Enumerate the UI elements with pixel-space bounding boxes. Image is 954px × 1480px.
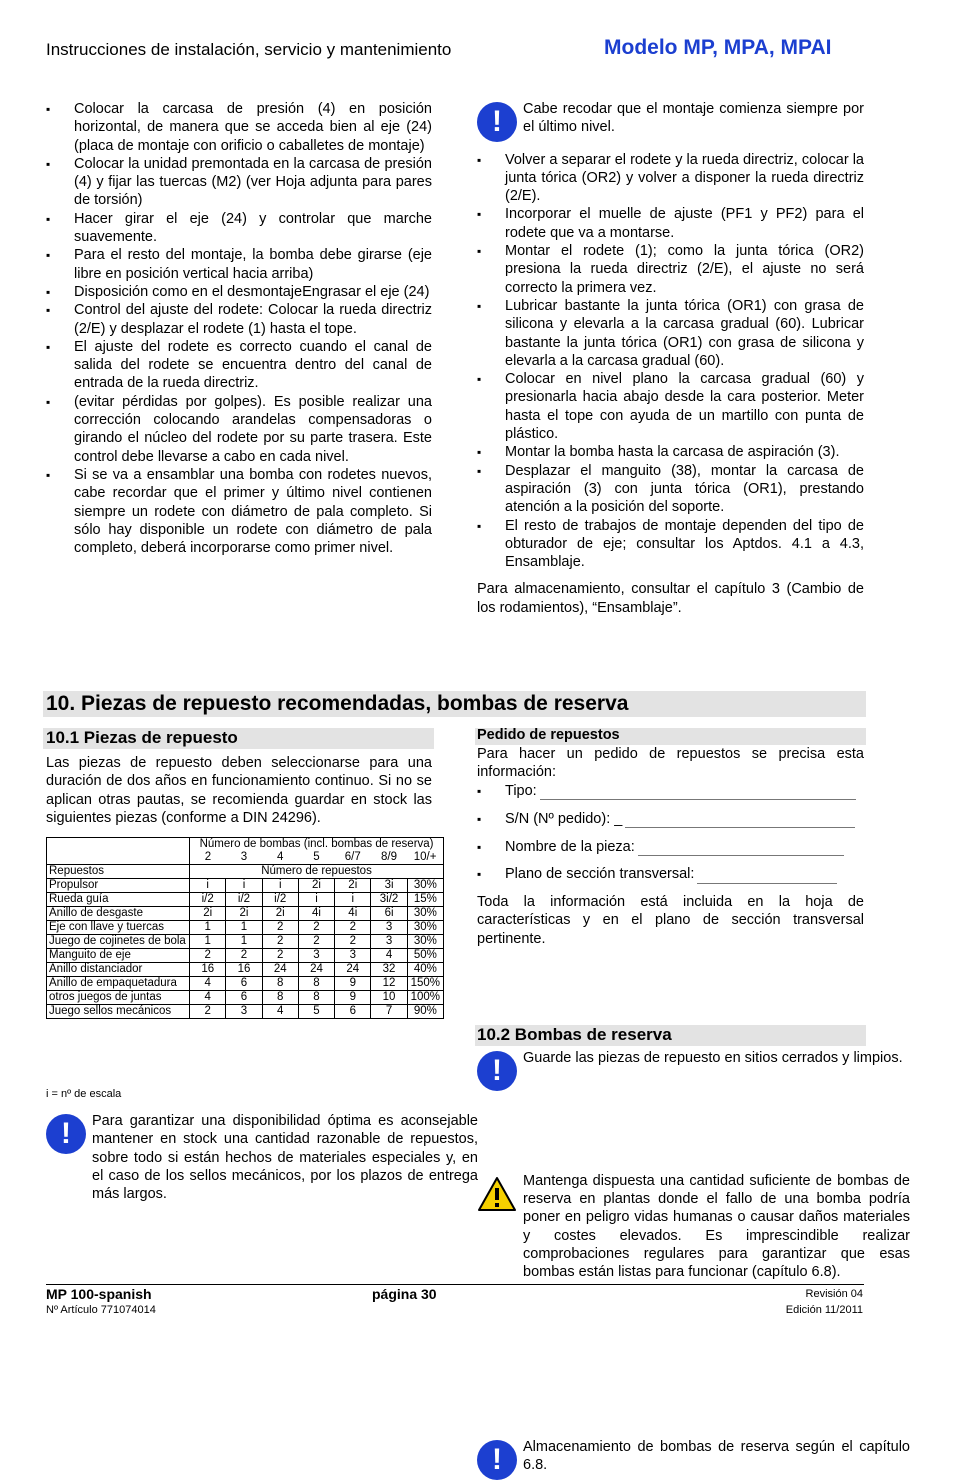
list-item: ▪ (evitar pérdidas por golpes). Es posible realizar una corrección colocando arandelas compensadoras o girando el núcleo del rodete por su parte trasera. Este control debe llevarse a cabo en cada nivel. <box>46 393 432 466</box>
part-count-cell: i <box>190 879 226 893</box>
part-count-cell: 30% <box>407 907 443 921</box>
part-count-cell: 3 <box>371 935 407 949</box>
part-name-cell: Anillo de empaquetadura <box>47 977 190 991</box>
part-count-cell: 2 <box>190 1005 226 1019</box>
part-count-cell: 4 <box>190 991 226 1005</box>
order-field-blank[interactable] <box>625 815 855 828</box>
table-row <box>47 991 444 1005</box>
part-count-cell: 1 <box>226 921 262 935</box>
table-corner-cell <box>47 838 190 865</box>
list-item: ▪ Montar la bomba hasta la carcasa de aspiración (3). <box>477 443 864 461</box>
list-item: ▪ Hacer girar el eje (24) y controlar que marche suavemente. <box>46 210 432 247</box>
repuestos-header: Número de repuestos <box>190 865 444 879</box>
part-count-cell: 24 <box>335 963 371 977</box>
part-count-cell: 4i <box>335 907 371 921</box>
part-count-cell: 30% <box>407 921 443 935</box>
part-count-cell: 40% <box>407 963 443 977</box>
part-count-cell: 16 <box>190 963 226 977</box>
part-count-cell: 8 <box>262 991 298 1005</box>
list-item: ▪ Volver a separar el rodete y la rueda directriz, colocar la junta tórica (OR2) y volver a disponer la rueda directriz (2/E). <box>477 151 864 206</box>
part-count-cell: i <box>262 879 298 893</box>
part-count-cell: 10 <box>371 991 407 1005</box>
part-count-cell: 8 <box>262 977 298 991</box>
part-count-cell: 6i <box>371 907 407 921</box>
part-count-cell: 2 <box>335 921 371 935</box>
exclamation-icon: ! <box>477 102 517 142</box>
footer-article: Nº Artículo 771074014 <box>46 1304 156 1316</box>
part-count-cell: 7 <box>371 1005 407 1019</box>
part-name-cell: Juego de cojinetes de bola <box>47 935 190 949</box>
header-title: Instrucciones de instalación, servicio y mantenimiento <box>46 40 452 59</box>
part-count-cell: i <box>298 893 334 907</box>
order-fields <box>477 782 864 893</box>
order-field-blank[interactable] <box>540 787 856 800</box>
part-count-cell: 50% <box>407 949 443 963</box>
warning-icon <box>477 1176 517 1212</box>
part-count-cell: 30% <box>407 879 443 893</box>
list-item: ▪ El ajuste del rodete es correcto cuando el canal de salida del rodete se encuentra dentro del canal de entrada de la rueda directriz. <box>46 338 432 393</box>
order-field <box>477 838 864 856</box>
part-count-cell: 6 <box>226 991 262 1005</box>
subsection-title-spare-parts: 10.1 Piezas de repuesto <box>46 728 238 747</box>
part-count-cell: 2i <box>335 879 371 893</box>
pump-count-cell: 5 <box>298 851 334 865</box>
part-count-cell: 9 <box>335 991 371 1005</box>
spare-parts-table <box>46 837 444 1019</box>
model-title: Modelo MP, MPA, MPAI <box>604 36 832 59</box>
part-name-cell: Anillo distanciador <box>47 963 190 977</box>
list-item: ▪ Desplazar el manguito (38), montar la carcasa de aspiración (3) con junta tórica (OR1), prestando atención a la posición del soporte. <box>477 462 864 517</box>
footer-revision: Revisión 04 <box>805 1288 863 1300</box>
part-count-cell: 2i <box>262 907 298 921</box>
list-item: ▪ Montar el rodete (1); como la junta tórica (OR2) presiona la rueda directriz (2/E), el ajuste no será correcto la primera vez. <box>477 242 864 297</box>
part-count-cell: 15% <box>407 893 443 907</box>
part-count-cell: i/2 <box>262 893 298 907</box>
part-count-cell: i/2 <box>226 893 262 907</box>
part-name-cell: Anillo de desgaste <box>47 907 190 921</box>
order-field <box>477 810 864 828</box>
subsection-title-reserve: 10.2 Bombas de reserva <box>477 1025 672 1044</box>
list-item: ▪ Incorporar el muelle de ajuste (PF1 y PF2) para el rodete que va a montarse. <box>477 205 864 242</box>
warning-text: Mantenga dispuesta una cantidad suficiente de bombas de reserva en plantas donde el fallo de una bomba podría poner en peligro vidas humanas o causar daños materiales y costes elevados. Es imprescindible realizar comprobaciones regulares para garantizar que esas bombas están listas para funcionar (capítulo 6.8). <box>523 1172 910 1281</box>
list-item: ▪ Colocar la carcasa de presión (4) en posición horizontal, de manera que se acceda bien al eje (24) (placa de montaje con orificio o caballetes de montaje) <box>46 100 432 155</box>
order-field-list <box>477 782 864 884</box>
exclamation-icon: ! <box>477 1051 517 1091</box>
part-count-cell: 2 <box>262 921 298 935</box>
right-assembly-list <box>477 151 864 572</box>
part-count-cell: 9 <box>335 977 371 991</box>
part-count-cell: i/2 <box>190 893 226 907</box>
table-header-pumps: Número de bombas (incl. bombas de reserva) <box>190 838 444 852</box>
order-field-blank[interactable] <box>638 843 844 856</box>
spare-parts-paragraph: Las piezas de repuesto deben seleccionarse para una duración de dos años en funcionamiento continuo. Si no se aplican otras pautas, se recomienda guardar en stock las siguientes piezas (conforme a DIN 24296). <box>46 755 432 826</box>
part-count-cell: 6 <box>226 977 262 991</box>
footer-doc-id: MP 100-spanish <box>46 1286 152 1302</box>
part-count-cell: 8 <box>298 977 334 991</box>
part-name-cell: Eje con llave y tuercas <box>47 921 190 935</box>
section-title: 10. Piezas de repuesto recomendadas, bombas de reserva <box>46 692 629 715</box>
table-footnote: i = nº de escala <box>46 1088 122 1100</box>
order-field-blank[interactable] <box>697 871 837 884</box>
list-item: ▪ El resto de trabajos de montaje dependen del tipo de obturador de eje; consultar los Aptdos. 4.1 a 4.3, Ensamblaje. <box>477 517 864 572</box>
footer-edition: Edición 11/2011 <box>785 1304 863 1316</box>
list-item: ▪ Si se va a ensamblar una bomba con rodetes nuevos, cabe recordar que el primer y último nivel contienen siempre un rodete con diámetro de pala completo. Si sólo hay disponible un rodete con diámetro de pala completo, deberá incorporarse como primer nivel. <box>46 466 432 557</box>
list-item: ▪ Lubricar bastante la junta tórica (OR1) con grasa de silicona y elevarla a la carcasa gradual (60). Lubricar bastante la junta tórica (OR1) con grasa de silicona y elevarla a la carcasa gradual (60). <box>477 297 864 370</box>
storage-paragraph: Para almacenamiento, consultar el capítulo 3 (Cambio de los rodamientos), “Ensamblaje”. <box>477 581 864 616</box>
table-row <box>47 921 444 935</box>
part-count-cell: 2 <box>226 949 262 963</box>
exclamation-icon: ! <box>477 1440 517 1480</box>
part-count-cell: 4 <box>190 977 226 991</box>
warning-note <box>477 1172 910 1282</box>
part-count-cell: 1 <box>190 935 226 949</box>
stock-note-text: Para garantizar una disponibilidad óptima es aconsejable mantener en stock una cantidad razonable de repuestos, sobre todo si están hechos de materiales especiales y, en el caso de los sellos mecánicos, por los plazos de entrega más largos. <box>92 1113 478 1203</box>
part-count-cell: 2 <box>190 949 226 963</box>
part-count-cell: 2 <box>262 935 298 949</box>
part-count-cell: 5 <box>298 1005 334 1019</box>
part-count-cell: 1 <box>190 921 226 935</box>
table-row <box>47 879 444 893</box>
part-count-cell: 32 <box>371 963 407 977</box>
exclamation-icon: ! <box>46 1114 86 1154</box>
pump-count-cell: 4 <box>262 851 298 865</box>
list-item: ▪ Disposición como en el desmontajeEngrasar el eje (24) <box>46 283 432 301</box>
part-count-cell: 3 <box>226 1005 262 1019</box>
order-intro: Para hacer un pedido de repuestos se precisa esta información: <box>477 746 864 781</box>
note-text: Cabe recodar que el montaje comienza siempre por el último nivel. <box>523 101 864 136</box>
pump-count-cell: 8/9 <box>371 851 407 865</box>
order-field-label: Plano de sección transversal: <box>505 866 695 883</box>
table-row <box>47 893 444 907</box>
part-count-cell: 24 <box>262 963 298 977</box>
part-count-cell: 100% <box>407 991 443 1005</box>
footer-divider <box>46 1284 864 1285</box>
part-count-cell: 2i <box>298 879 334 893</box>
table-row <box>47 949 444 963</box>
reserve-storage-note-text: Almacenamiento de bombas de reserva según el capítulo 6.8. <box>523 1438 910 1473</box>
part-count-cell: 4 <box>262 1005 298 1019</box>
part-count-cell: 3 <box>371 921 407 935</box>
part-count-cell: 2 <box>298 921 334 935</box>
part-count-cell: 4 <box>371 949 407 963</box>
part-count-cell: i <box>226 879 262 893</box>
list-item: ▪ Colocar la unidad premontada en la carcasa de presión (4) y fijar las tuercas (M2) (ver Hoja adjunta para pares de torsión) <box>46 155 432 210</box>
part-name-cell: Juego sellos mecánicos <box>47 1005 190 1019</box>
part-name-cell: Manguito de eje <box>47 949 190 963</box>
table-row <box>47 907 444 921</box>
part-count-cell: 90% <box>407 1005 443 1019</box>
part-count-cell: i <box>335 893 371 907</box>
right-column <box>477 100 864 617</box>
pump-count-cell: 6/7 <box>335 851 371 865</box>
part-count-cell: 2 <box>262 949 298 963</box>
table-row <box>47 963 444 977</box>
table-row <box>47 977 444 991</box>
part-count-cell: 3 <box>298 949 334 963</box>
part-count-cell: 4i <box>298 907 334 921</box>
reserve-storage-note <box>477 1438 910 1475</box>
repuestos-label: Repuestos <box>47 865 190 879</box>
part-count-cell: 150% <box>407 977 443 991</box>
part-count-cell: 30% <box>407 935 443 949</box>
part-count-cell: 6 <box>335 1005 371 1019</box>
order-paragraph: Toda la información está incluida en la hoja de características y en el plano de sección transversal pertinente. <box>477 894 864 947</box>
part-count-cell: 3i <box>371 879 407 893</box>
list-item: ▪ Control del ajuste del rodete: Colocar la rueda directriz (2/E) y desplazar el rodete (1) hasta el tope. <box>46 301 432 338</box>
list-item: ▪ Para el resto del montaje, la bomba debe girarse (eje libre en posición vertical hacia arriba) <box>46 246 432 283</box>
storage-note <box>477 1049 910 1088</box>
list-item: ▪ Colocar en nivel plano la carcasa gradual (60) y presionarla hacia abajo desde la cara posterior. Meter hasta el tope con ayuda de un martillo con punta de plástico. <box>477 370 864 443</box>
order-field <box>477 865 864 883</box>
info-note <box>477 100 864 137</box>
part-count-cell: 2 <box>335 935 371 949</box>
part-name-cell: Propulsor <box>47 879 190 893</box>
pump-count-cell: 3 <box>226 851 262 865</box>
part-count-cell: 2i <box>190 907 226 921</box>
storage-note-text: Guarde las piezas de repuesto en sitios cerrados y limpios. <box>523 1050 903 1067</box>
part-name-cell: Rueda guía <box>47 893 190 907</box>
part-count-cell: 24 <box>298 963 334 977</box>
pump-count-cell: 2 <box>190 851 226 865</box>
order-title: Pedido de repuestos <box>477 727 620 743</box>
table-row <box>47 935 444 949</box>
part-count-cell: 16 <box>226 963 262 977</box>
left-assembly-list <box>46 100 432 557</box>
stock-note <box>46 1112 478 1203</box>
part-count-cell: 12 <box>371 977 407 991</box>
left-column <box>46 100 432 557</box>
part-count-cell: 2 <box>298 935 334 949</box>
order-field-label: Nombre de la pieza: <box>505 838 635 855</box>
pump-count-cell: 10/+ <box>407 851 443 865</box>
part-count-cell: 2i <box>226 907 262 921</box>
order-field-label: S/N (Nº pedido): _ <box>505 810 623 827</box>
part-count-cell: 3 <box>335 949 371 963</box>
table-row <box>47 1005 444 1019</box>
part-count-cell: 3i/2 <box>371 893 407 907</box>
part-count-cell: 1 <box>226 935 262 949</box>
part-name-cell: otros juegos de juntas <box>47 991 190 1005</box>
order-field-label: Tipo: <box>505 783 537 799</box>
order-field <box>477 782 864 800</box>
footer-page: página 30 <box>372 1286 437 1302</box>
part-count-cell: 8 <box>298 991 334 1005</box>
